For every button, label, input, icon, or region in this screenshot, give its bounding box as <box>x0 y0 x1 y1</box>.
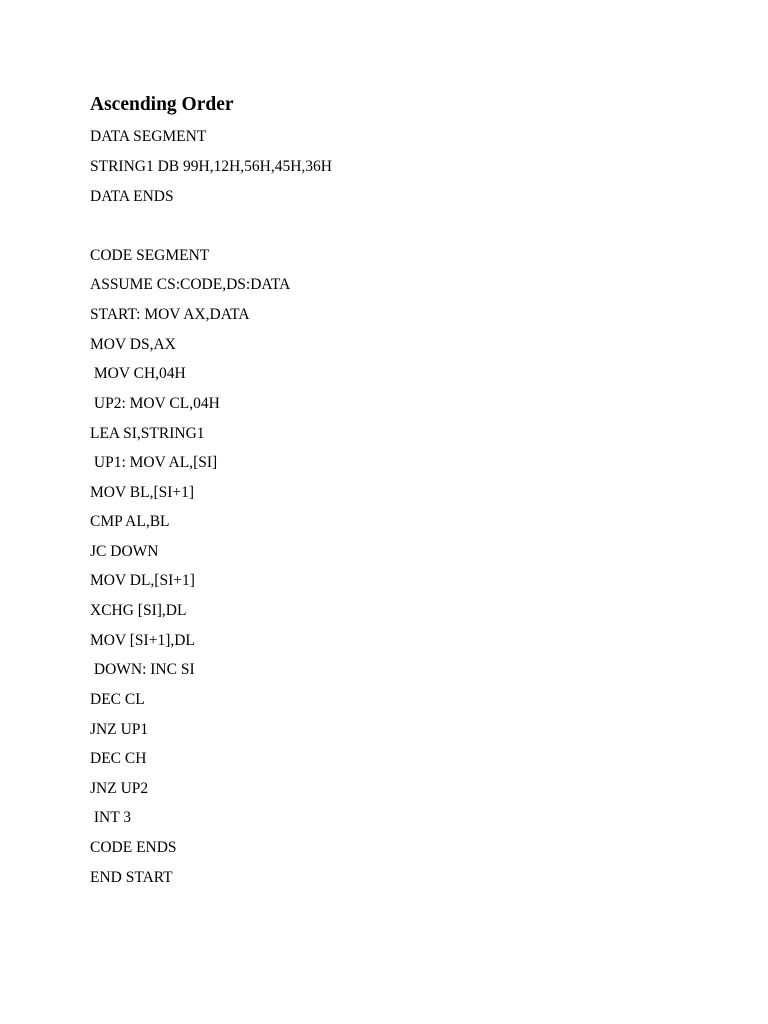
code-line: LEA SI,STRING1 <box>90 425 205 442</box>
code-line: CMP AL,BL <box>90 513 170 530</box>
code-line: ASSUME CS:CODE,DS:DATA <box>90 276 291 293</box>
code-line: MOV DS,AX <box>90 336 176 353</box>
code-line: DATA SEGMENT <box>90 128 207 145</box>
code-line: JNZ UP1 <box>90 721 149 738</box>
code-line: CODE ENDS <box>90 839 177 856</box>
code-line: XCHG [SI],DL <box>90 602 187 619</box>
code-line: MOV DL,[SI+1] <box>90 572 195 589</box>
code-line: INT 3 <box>90 809 132 826</box>
code-line: STRING1 DB 99H,12H,56H,45H,36H <box>90 158 332 175</box>
code-line: MOV BL,[SI+1] <box>90 484 195 501</box>
code-line: MOV CH,04H <box>90 365 186 382</box>
code-line: JNZ UP2 <box>90 780 149 797</box>
document-title: Ascending Order <box>90 94 234 115</box>
code-line: DATA ENDS <box>90 188 174 205</box>
code-line: DEC CH <box>90 750 147 767</box>
code-line: START: MOV AX,DATA <box>90 306 250 323</box>
code-line: UP1: MOV AL,[SI] <box>90 454 218 471</box>
code-line: DOWN: INC SI <box>90 661 195 678</box>
code-line: DEC CL <box>90 691 145 708</box>
code-line: MOV [SI+1],DL <box>90 632 195 649</box>
code-line: CODE SEGMENT <box>90 247 210 264</box>
code-line: UP2: MOV CL,04H <box>90 395 220 412</box>
code-line: END START <box>90 869 173 886</box>
code-line: JC DOWN <box>90 543 159 560</box>
